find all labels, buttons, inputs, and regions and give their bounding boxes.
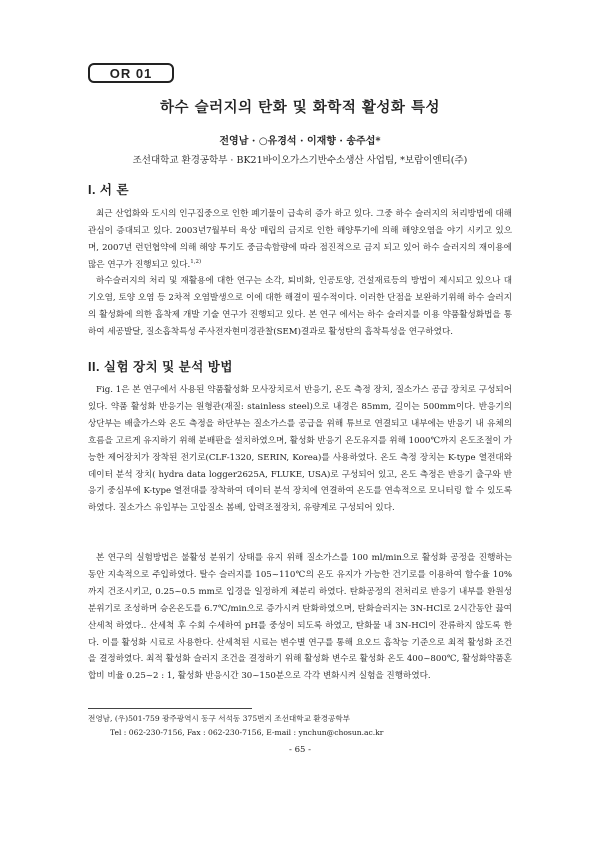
intro-paragraph-2: 하수슬러지의 처리 및 재활용에 대한 연구는 소각, 퇴비화, 인공토양, 건설재료등의 방법이 제시되고 있으나 대기오염, 토양 오염 등 2차적 오염발생으로 이에 대한 해결이 필수적이다. 이러한 단점을 보완하기위해 하수 슬러지의 활성화에 의한 흡착제 개발 기술 연구가 진행되고 있다. 본 연구 에서는 하수 슬러지를 이용 약품활성화법을 통하여 세공발달, 질소흡착특성 주사전자현미경관찰(SEM)결과로 활성탄의 흡착특성을 연구하였다. (88, 276, 512, 337)
section-heading-introduction: I. 서 론 (88, 183, 130, 197)
intro-paragraph-1 (88, 206, 512, 274)
footnote-divider (88, 708, 252, 709)
footnote-contact: Tel : 062-230-7156, Fax : 062-230-7156, E-mail : ynchun@chosun.ac.kr (110, 728, 384, 737)
methods-paragraph-2: 본 연구의 실험방법은 불활성 분위기 상태를 유지 위해 질소가스를 100 ml/min으로 활성화 공정을 진행하는 동안 지속적으로 주입하였다. 탈수 슬러지를 105~110℃의 온도 유지가 가능한 건기로를 이용하여 함수율 10%까지 건조시키고, 0.25~0.5 mm로 입경을 일정하게 체분리 하였다. 탄화공정의 전처리로 반응기 내부를 환원성 분위기로 조성하며 승온온도를 6.7℃/min으로 증가시켜 탄화하였으며, 탄화슬러지는 3N-HCl로 2시간동안 끓여 산세척 하였다.. 산세척 후 수회 수세하여 pH를 중성이 되도록 하였고, 탄화물 내 3N-HCl이 잔류하지 않도록 한다. 이를 활성화 시료로 사용한다. 산세척된 시료는 변수별 연구를 통해 요오드 흡착능 기준으로 최적 활성화 조건을 결정하였다. 최적 활성화 슬러지 조건을 결정하기 위해 활성화 변수로 활성화 온도 400~800℃, 활성화약품혼합비 비율 0.25~2 : 1, 활성화 반응시간 30~150분으로 각각 변화시켜 실험을 진행하였다. (88, 553, 512, 682)
author-list: 전영남 · ○유경석 · 이재향 · 송주섭* (219, 136, 381, 147)
citation-1: 1,2) (190, 258, 202, 265)
session-badge: OR 01 (88, 63, 174, 83)
affiliation: 조선대학교 환경공학부 · BK21바이오가스기반수소생산 사업팀, *보람이엔티(주) (132, 155, 468, 166)
methods-paragraph-1: Fig. 1은 본 연구에서 사용된 약품활성화 모사장치로서 반응기, 온도 측정 장치, 질소가스 공급 장치로 구성되어 있다. 약품 활성화 반응기는 원형관(재질: stainless steel)으로 내경은 85mm, 길이는 500mm이다. 반응기의 상단부는 배출가스와 온도 측정을 하단부는 질소가스를 공급을 위해 튜브로 연결되고 내부에는 반응기 내 유체의 흐름을 고르게 유지하기 위해 분배판을 설치하였으며, 활성화 반응기 온도유지를 위해 1000℃까지 온도조절이 가능한 제어장치가 장착된 전기로(CLF-1320, SERIN, Korea)를 사용하였다. 온도 측정 장치는 K-type 열전대와 데이터 분석 장치( hydra data logger2625A, FLUKE, USA)로 구성되어 있고, 온도 측정은 반응기 출구와 반응기 중심부에 K-type 열전대를 장착하여 데이터 분석 장치에 연결하여 온도를 연속적으로 모니터링 할 수 있도록 하였다. 질소가스 유입부는 고압질소 봄베, 압력조절장치, 유량계로 구성되어 있다. (88, 385, 512, 514)
section-heading-methods: II. 실험 장치 및 분석 방법 (88, 360, 233, 374)
intro-paragraph-1-text: 최근 산업화와 도시의 인구집중으로 인한 폐기물이 급속히 증가 하고 있다. 그중 하수 슬러지의 처리방법에 대해 관심이 증대되고 있다. 2003년7월부터 육상 매립의 금지로 인한 해양투기에 의해 해양오염을 야기 시키고 있으며, 2007년 런던협약에 의해 해양 투기도 중금속함량에 따라 점진적으로 금지 되고 있어 하수 슬러지의 재이용에 많은 연구가 진행되고 있다. (88, 209, 512, 270)
paper-title: 하수 슬러지의 탄화 및 화학적 활성화 특성 (160, 99, 440, 116)
page-number: - 65 - (289, 745, 311, 755)
footnote-address: 전영남, (우)501-759 광주광역시 동구 서석동 375번지 조선대학교 환경공학부 (88, 714, 351, 723)
